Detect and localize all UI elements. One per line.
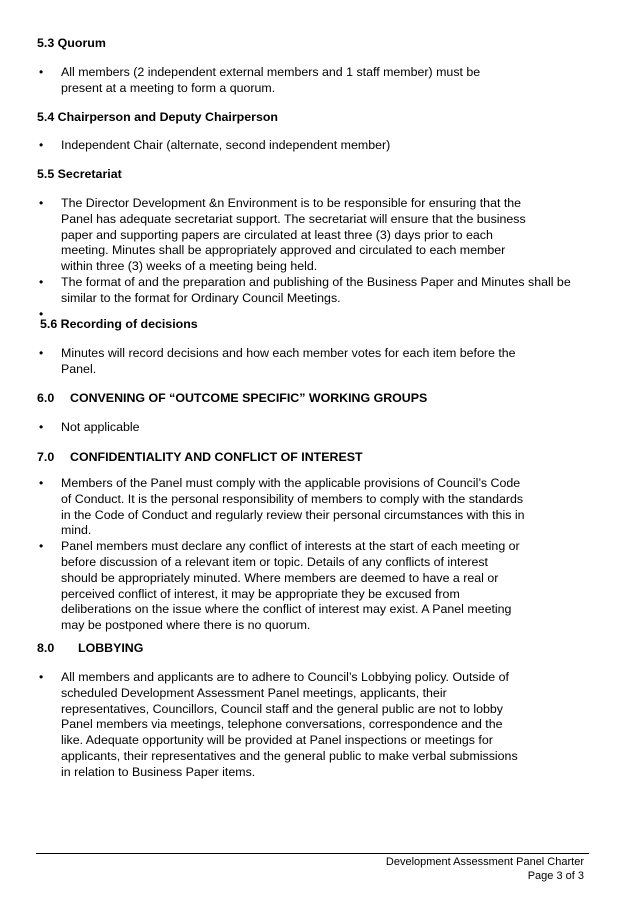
list-5-5 xyxy=(37,196,582,322)
section-title: CONVENING OF “OUTCOME SPECIFIC” WORKING GROUPS xyxy=(70,391,428,405)
list-5-6 xyxy=(37,346,527,378)
list-item: • Minutes will record decisions and how each member votes for each item before the Panel. xyxy=(37,346,527,378)
section-title: LOBBYING xyxy=(78,641,144,655)
list-item: • Independent Chair (alternate, second independent member) xyxy=(37,138,507,154)
list-8-0 xyxy=(37,670,527,781)
list-6-0 xyxy=(37,420,507,436)
list-5-3 xyxy=(37,65,507,97)
heading-5-3-quorum: 5.3 Quorum xyxy=(37,36,106,50)
footer-document-title: Development Assessment Panel Charter xyxy=(385,856,584,868)
list-item: • The Director Development &n Environment is to be responsible for ensuring that the Panel has adequate secretariat support. The secretariat will ensure that the business paper and supporting papers are circulated at least three (3) days prior to each meeting. Minutes shall be appropriately approved and circulated to each member within three (3) weeks of a meeting being held. xyxy=(37,196,527,275)
list-item: • The format of and the preparation and publishing of the Business Paper and Minutes shall be similar to the format for Ordinary Council Meetings. xyxy=(37,275,582,307)
heading-5-4-chairperson: 5.4 Chairperson and Deputy Chairperson xyxy=(37,110,278,124)
list-7-0 xyxy=(37,476,527,634)
heading-6-0 xyxy=(37,391,428,406)
list-item: • All members (2 independent external members and 1 staff member) must be present at a meeting to form a quorum. xyxy=(37,65,507,97)
list-item: • All members and applicants are to adhere to Council’s Lobbying policy. Outside of scheduled Development Assessment Panel meetings, applicants, their representatives, Councillors, Council staff and the general public are not to lobby Panel members via meetings, telephone conversations, correspondence and the like. Adequate opportunity will be provided at Panel inspections or meetings for applicants, their representatives and the general public to make verbal submissions in relation to Business Paper items. xyxy=(37,670,527,781)
heading-5-6-recording: 5.6 Recording of decisions xyxy=(40,317,198,331)
heading-5-5-secretariat: 5.5 Secretariat xyxy=(37,167,122,181)
list-item: • Panel members must declare any conflict of interests at the start of each meeting or before discussion of a relevant item or topic. Details of any conflicts of interest should be appropriately minuted. Where members are deemed to have a real or perceived conflict of interest, it may be appropriate they be excused from deliberations on the issue where the conflict of interest may exist. A Panel meeting may be postponed where there is no quorum. xyxy=(37,539,527,634)
footer-page-number: Page 3 of 3 xyxy=(527,869,584,882)
page-footer xyxy=(386,856,584,883)
section-number: 6.0 xyxy=(37,391,55,405)
list-5-4 xyxy=(37,138,507,154)
heading-7-0 xyxy=(37,450,363,465)
section-title: CONFIDENTIALITY AND CONFLICT OF INTEREST xyxy=(70,450,363,464)
heading-8-0 xyxy=(37,641,144,656)
footer-divider xyxy=(36,853,589,854)
section-number: 8.0 xyxy=(37,641,55,655)
list-item: • Not applicable xyxy=(37,420,507,436)
list-item: • Members of the Panel must comply with the applicable provisions of Council’s Code of Conduct. It is the personal responsibility of members to comply with the standards in the Code of Conduct and regularly review their personal circumstances with this in mind. xyxy=(37,476,527,539)
section-number: 7.0 xyxy=(37,450,55,464)
